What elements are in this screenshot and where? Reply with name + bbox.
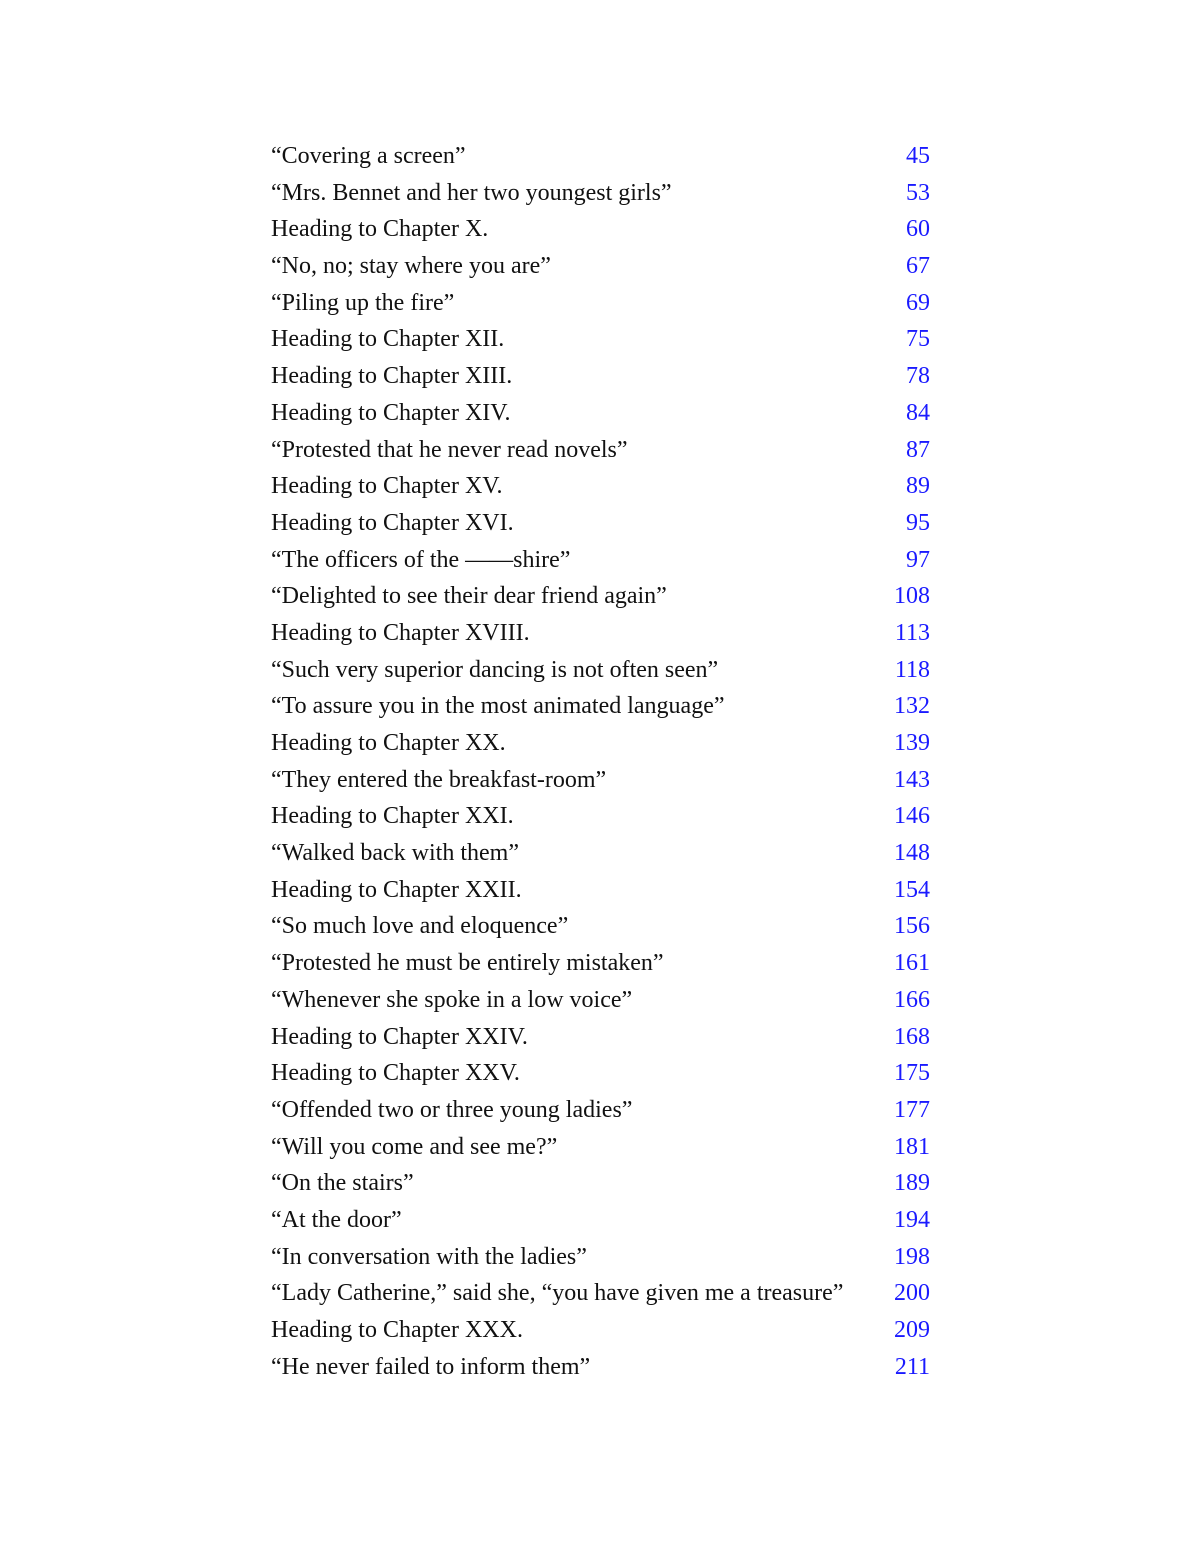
entry-title: “Such very superior dancing is not often seen” (271, 656, 719, 683)
page-number-link[interactable]: 87 (906, 436, 930, 463)
page-number-link[interactable]: 177 (894, 1096, 930, 1123)
entry-title: Heading to Chapter XXII. (271, 876, 522, 903)
page-number-link[interactable]: 198 (894, 1243, 930, 1270)
toc-entry (271, 395, 930, 432)
page-number-link[interactable]: 95 (906, 509, 930, 536)
entry-title: “Piling up the fire” (271, 289, 455, 316)
page-number-link[interactable]: 168 (894, 1023, 930, 1050)
page-number-link[interactable]: 154 (894, 876, 930, 903)
entry-title: Heading to Chapter XXV. (271, 1060, 520, 1087)
entry-title: “Covering a screen” (271, 143, 466, 169)
page-number-link[interactable]: 132 (894, 693, 930, 720)
toc-entry (271, 285, 930, 322)
illustrations-list (271, 138, 930, 1385)
page-number-link[interactable]: 211 (894, 1353, 930, 1380)
entry-title: Heading to Chapter XX. (271, 730, 506, 756)
toc-entry (271, 1202, 930, 1239)
toc-entry (271, 652, 930, 689)
entry-title: Heading to Chapter XXIV. (271, 1023, 528, 1050)
page-number-link[interactable]: 139 (894, 730, 930, 756)
page-number-link[interactable]: 108 (894, 583, 930, 610)
page-number-link[interactable]: 209 (894, 1317, 930, 1343)
toc-entry (271, 1129, 930, 1166)
entry-title: Heading to Chapter XXX. (271, 1317, 523, 1343)
page-number-link[interactable]: 113 (894, 619, 930, 646)
entry-title: “On the stairs” (271, 1170, 414, 1197)
entry-title: “Will you come and see me?” (271, 1133, 558, 1160)
page-number-link[interactable]: 97 (906, 546, 930, 573)
entry-title: “Offended two or three young ladies” (271, 1096, 633, 1123)
toc-entry (271, 762, 930, 799)
entry-title: Heading to Chapter X. (271, 216, 489, 243)
toc-entry (271, 1092, 930, 1129)
toc-entry (271, 1312, 930, 1349)
toc-entry (271, 321, 930, 358)
page-number-link[interactable]: 166 (894, 986, 930, 1013)
toc-entry (271, 982, 930, 1019)
toc-entry (271, 835, 930, 872)
page-number-link[interactable]: 75 (906, 326, 930, 353)
entry-title: Heading to Chapter XVIII. (271, 619, 530, 646)
entry-title: “Walked back with them” (271, 840, 519, 867)
entry-title: Heading to Chapter XII. (271, 326, 505, 353)
page-number-link[interactable]: 143 (894, 766, 930, 793)
toc-entry (271, 1165, 930, 1202)
entry-title: “Whenever she spoke in a low voice” (271, 986, 633, 1013)
toc-entry (271, 688, 930, 725)
toc-entry (271, 138, 930, 175)
entry-title: “No, no; stay where you are” (271, 253, 551, 280)
entry-title: “Protested he must be entirely mistaken” (271, 950, 664, 977)
page-number-link[interactable]: 181 (894, 1133, 930, 1160)
toc-entry (271, 872, 930, 909)
toc-entry (271, 468, 930, 505)
toc-entry (271, 432, 930, 469)
toc-entry (271, 1275, 930, 1312)
entry-title: “They entered the breakfast-room” (271, 766, 607, 793)
entry-title: Heading to Chapter XXI. (271, 803, 514, 830)
page-number-link[interactable]: 69 (906, 289, 930, 316)
entry-title: Heading to Chapter XIII. (271, 363, 513, 390)
page-number-link[interactable]: 118 (894, 656, 930, 683)
toc-entry (271, 505, 930, 542)
toc-entry (271, 1019, 930, 1056)
page-number-link[interactable]: 84 (906, 399, 930, 426)
toc-entry (271, 798, 930, 835)
page-number-link[interactable]: 189 (894, 1170, 930, 1197)
page-number-link[interactable]: 148 (894, 840, 930, 867)
toc-entry (271, 211, 930, 248)
toc-entry (271, 615, 930, 652)
toc-entry (271, 908, 930, 945)
page-number-link[interactable]: 53 (906, 179, 930, 206)
toc-entry (271, 945, 930, 982)
toc-entry (271, 1349, 930, 1386)
toc-entry (271, 1055, 930, 1092)
page-number-link[interactable]: 175 (894, 1060, 930, 1087)
page-number-link[interactable]: 200 (894, 1280, 930, 1307)
toc-entry (271, 542, 930, 579)
page-number-link[interactable]: 78 (906, 363, 930, 390)
entry-title: “Protested that he never read novels” (271, 436, 628, 463)
entry-title: “Mrs. Bennet and her two youngest girls” (271, 179, 672, 206)
page-number-link[interactable]: 156 (894, 913, 930, 940)
toc-entry (271, 725, 930, 762)
entry-title: “So much love and eloquence” (271, 913, 569, 940)
page-number-link[interactable]: 45 (906, 143, 930, 169)
entry-title: Heading to Chapter XV. (271, 473, 503, 500)
entry-title: “At the door” (271, 1206, 402, 1233)
page-number-link[interactable]: 89 (906, 473, 930, 500)
page-number-link[interactable]: 194 (894, 1206, 930, 1233)
entry-title: Heading to Chapter XVI. (271, 509, 514, 536)
entry-title: Heading to Chapter XIV. (271, 399, 511, 426)
page-number-link[interactable]: 60 (906, 216, 930, 243)
toc-entry (271, 358, 930, 395)
page-number-link[interactable]: 146 (894, 803, 930, 830)
page-number-link[interactable]: 161 (894, 950, 930, 977)
toc-entry (271, 175, 930, 212)
toc-entry (271, 578, 930, 615)
entry-title: “He never failed to inform them” (271, 1353, 591, 1380)
toc-entry (271, 1239, 930, 1276)
entry-title: “In conversation with the ladies” (271, 1243, 587, 1270)
entry-title: “To assure you in the most animated language” (271, 693, 725, 720)
entry-title: “Delighted to see their dear friend again” (271, 583, 667, 610)
toc-entry (271, 248, 930, 285)
entry-title: “Lady Catherine,” said she, “you have given me a treasure” (271, 1280, 844, 1307)
entry-title: “The officers of the ——shire” (271, 546, 571, 573)
page-number-link[interactable]: 67 (906, 253, 930, 280)
